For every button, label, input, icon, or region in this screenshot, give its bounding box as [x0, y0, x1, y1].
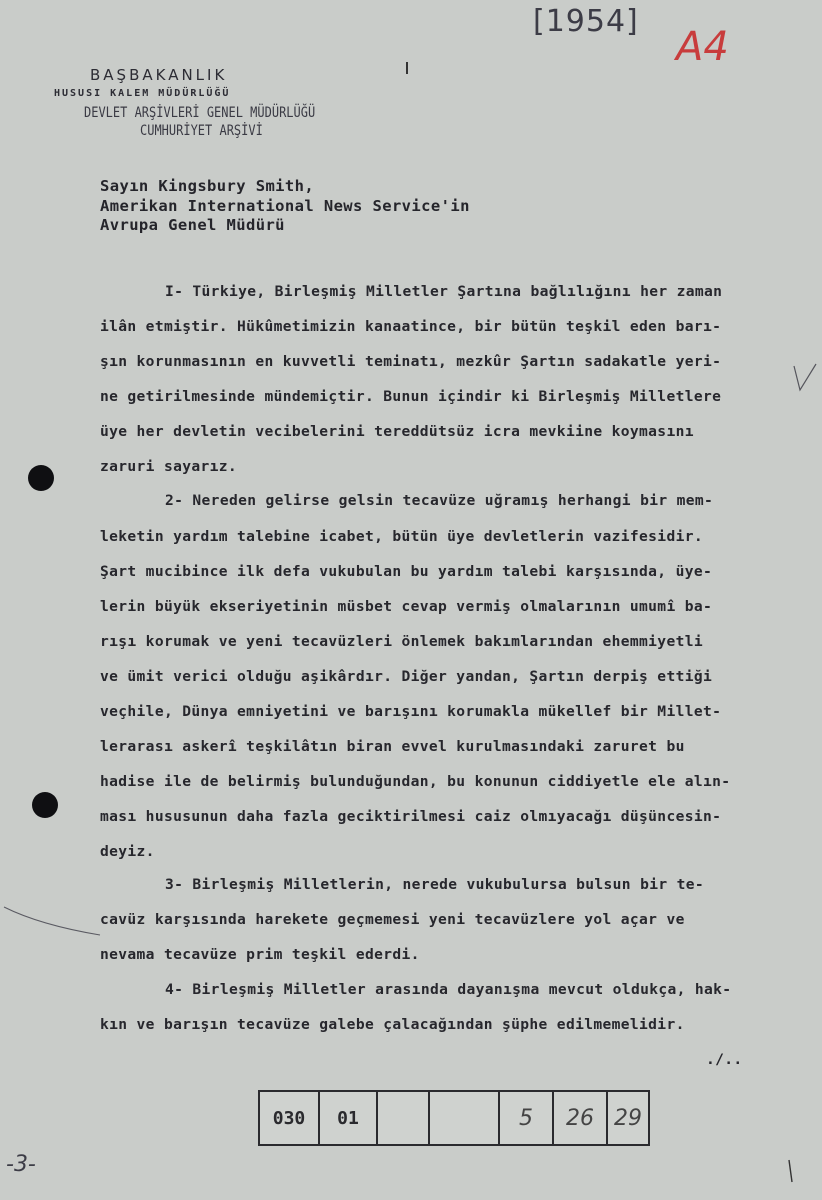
- letterhead-subtitle: HUSUSI KALEM MÜDÜRLÜĞÜ: [54, 88, 231, 99]
- body-line: hadise ile de belirmiş bulunduğundan, bu konunun ciddiyetle ele alın-: [100, 773, 731, 790]
- body-line: leketin yardım talebine icabet, bütün üye devletlerin vazifesidir.: [100, 528, 703, 545]
- body-line: rışı korumak ve yeni tecavüzleri önlemek bakımlarından ehemmiyetli: [100, 633, 703, 650]
- body-line: ması hususunun daha fazla geciktirilmesi caiz olmıyacağı düşüncesin-: [100, 808, 722, 825]
- body-line: 3- Birleşmiş Milletlerin, nerede vukubulursa bulsun bir te-: [165, 876, 705, 893]
- ref-cell-folder: [554, 1092, 608, 1144]
- body-line: veçhile, Dünya emniyetini ve barışını korumakla mükellef bir Millet-: [100, 703, 722, 720]
- body-line: deyiz.: [100, 843, 155, 860]
- ref-cell-empty: [430, 1092, 500, 1144]
- body-line: 2- Nereden gelirse gelsin tecavüze uğramış herhangi bir mem-: [165, 492, 714, 509]
- page-number-mark: -3-: [6, 1152, 36, 1177]
- year-annotation: [1954]: [533, 4, 639, 39]
- ref-cell-box-value: 5: [519, 1105, 533, 1131]
- tick-mark: [790, 360, 820, 396]
- archive-stamp-line1: DEVLET ARŞİVLERİ GENEL MÜDÜRLÜĞÜ: [84, 104, 316, 121]
- body-line: üye her devletin vecibelerini tereddütsüz icra mevkiine koymasını: [100, 423, 694, 440]
- body-line: I- Türkiye, Birleşmiş Milletler Şartına bağlılığını her zaman: [165, 283, 723, 300]
- ref-cell-series: 01: [320, 1092, 378, 1144]
- ref-cell-box: [500, 1092, 554, 1144]
- body-line: ne getirilmesinde mündemiçtir. Bunun içindir ki Birleşmiş Milletlere: [100, 388, 722, 405]
- ref-cell-item: [608, 1092, 648, 1144]
- body-line: şın korunmasının en kuvvetli teminatı, mezkûr Şartın sadakatle yeri-: [100, 353, 722, 370]
- body-line: kın ve barışın tecavüze galebe çalacağından şüphe edilmemelidir.: [100, 1016, 685, 1033]
- body-line: ve ümit verici olduğu aşikârdır. Diğer yandan, Şartın derpiş ettiği: [100, 668, 713, 685]
- body-line: lerin büyük ekseriyetinin müsbet cevap vermiş olmalarının umumî ba-: [100, 598, 713, 615]
- ref-cell-item-value: 29: [614, 1105, 642, 1131]
- body-line: 4- Birleşmiş Milletler arasında dayanışma mevcut oldukça, hak-: [165, 981, 732, 998]
- body-line: lerarası askerî teşkilâtın biran evvel kurulmasındaki zaruret bu: [100, 738, 685, 755]
- punch-hole: [32, 792, 58, 818]
- reference-number-box: [258, 1090, 650, 1146]
- body-line: zaruri sayarız.: [100, 458, 238, 475]
- center-tick-mark: [404, 62, 410, 76]
- corner-tick-mark: [786, 1158, 796, 1186]
- archive-stamp-line2: CUMHURİYET ARŞİVİ: [140, 122, 263, 139]
- ref-cell-empty: [378, 1092, 430, 1144]
- continuation-mark: ./..: [706, 1051, 743, 1068]
- body-line: cavüz karşısında harekete geçmemesi yeni tecavüzlere yol açar ve: [100, 911, 685, 928]
- ref-cell-fond: 030: [260, 1092, 320, 1144]
- punch-hole: [28, 465, 54, 491]
- red-archive-code: A4: [676, 24, 729, 70]
- body-line: Şart mucibince ilk defa vukubulan bu yardım talebi karşısında, üye-: [100, 563, 713, 580]
- body-line: nevama tecavüze prim teşkil ederdi.: [100, 946, 420, 963]
- addressee-line: Sayın Kingsbury Smith,: [100, 177, 315, 195]
- letterhead-title: BAŞBAKANLIK: [90, 66, 228, 84]
- margin-stroke-mark: [0, 895, 110, 945]
- ref-cell-folder-value: 26: [566, 1105, 594, 1131]
- addressee-line: Avrupa Genel Müdürü: [100, 216, 285, 234]
- addressee-line: Amerikan International News Service'in: [100, 197, 470, 215]
- body-line: ilân etmiştir. Hükûmetimizin kanaatince, bir bütün teşkil eden barı-: [100, 318, 722, 335]
